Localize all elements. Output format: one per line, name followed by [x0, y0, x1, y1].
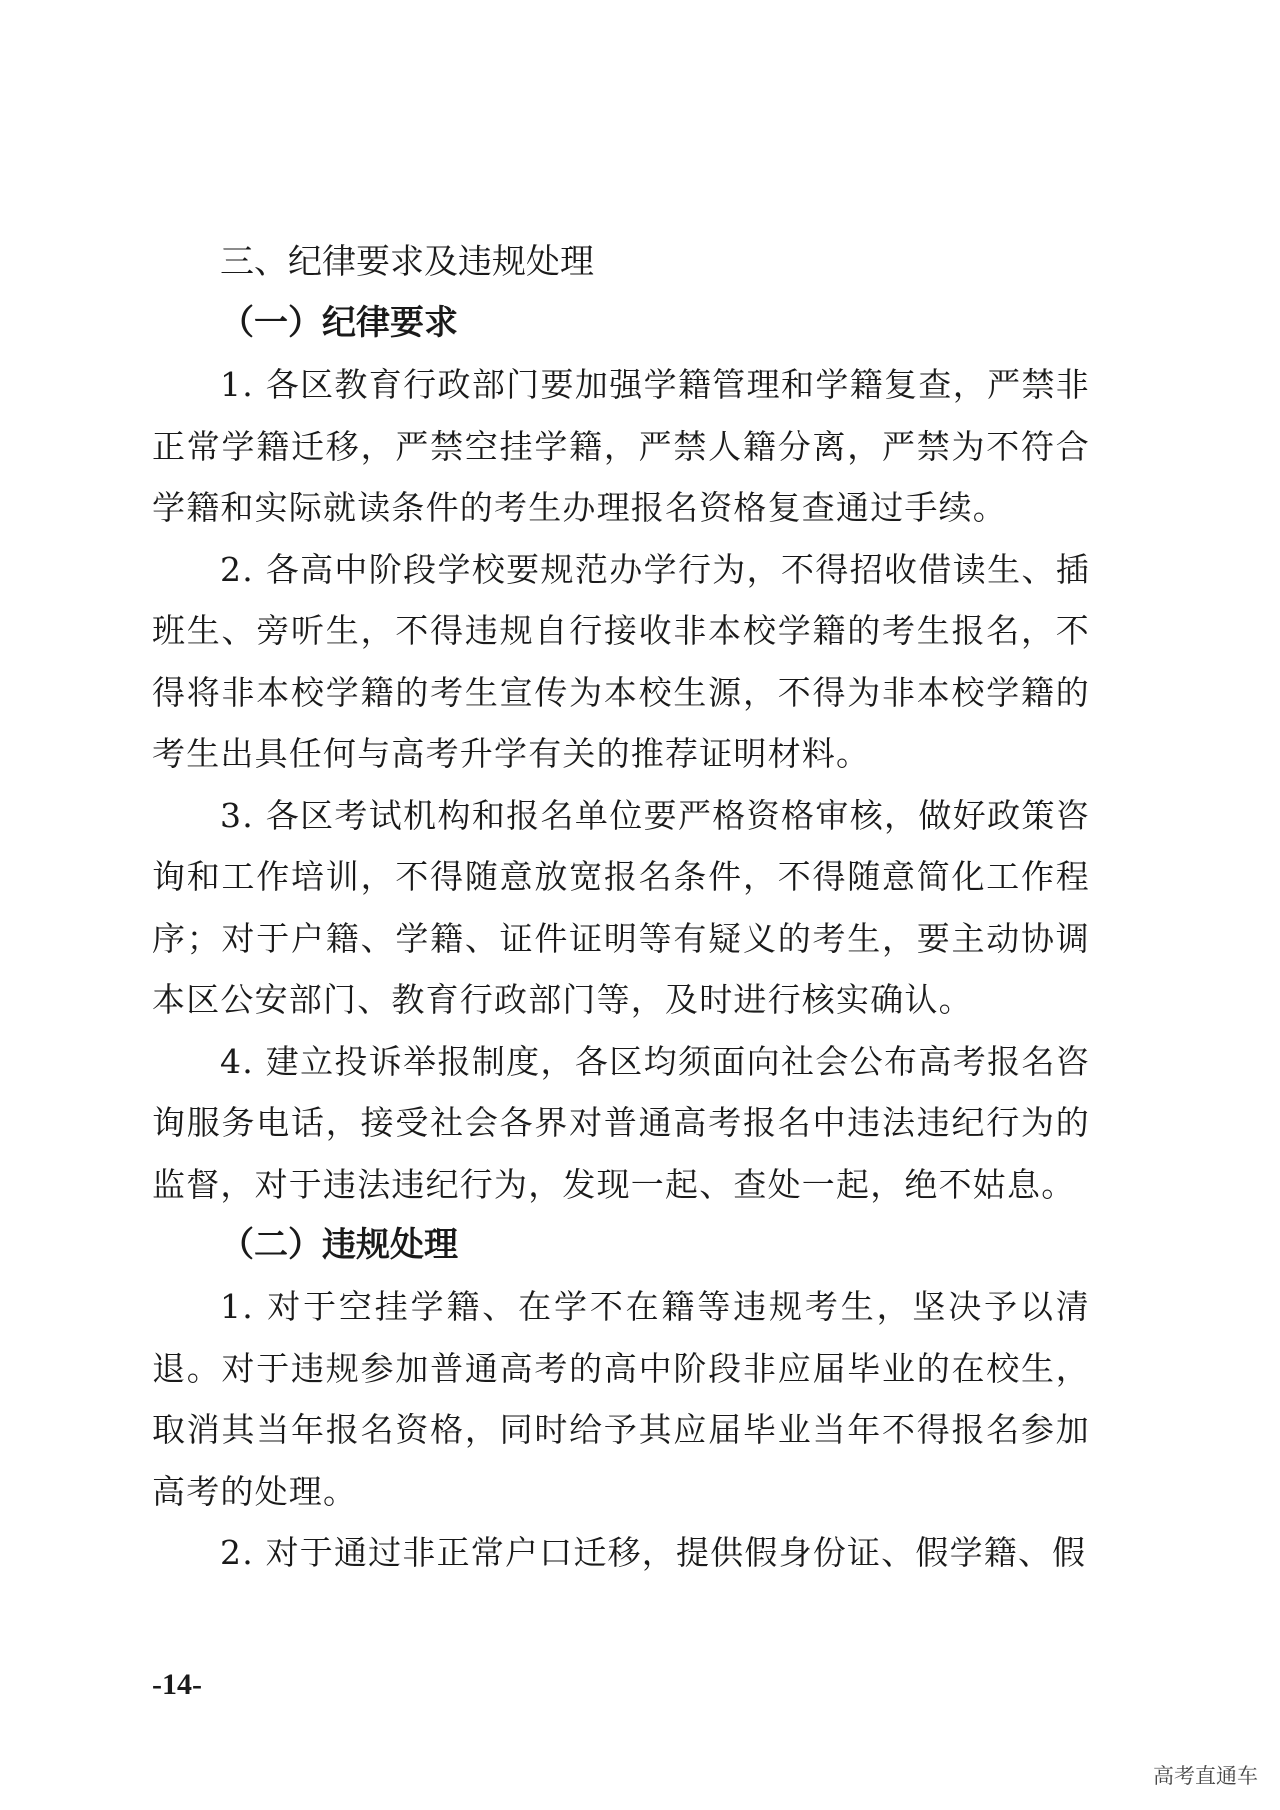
paragraph: 2. 各高中阶段学校要规范办学行为，不得招收借读生、插班生、旁听生，不得违规自行接收非本校学籍的考生报名，不得将非本校学籍的考生宣传为本校生源，不得为非本校学籍的考生出具任何与高考升学有关的推荐证明材料。 [152, 549, 1091, 773]
paragraph: 3. 各区考试机构和报名单位要严格资格审核，做好政策咨询和工作培训，不得随意放宽报名条件，不得随意简化工作程序；对于户籍、学籍、证件证明等有疑义的考生，要主动协调本区公安部门、教育行政部门等，及时进行核实确认。 [152, 795, 1091, 1019]
paragraph: 1. 对于空挂学籍、在学不在籍等违规考生，坚决予以清退。对于违规参加普通高考的高中阶段非应届毕业的在校生，取消其当年报名资格，同时给予其应届毕业当年不得报名参加高考的处理。 [152, 1287, 1090, 1511]
paragraph: 2. 对于通过非正常户口迁移，提供假身份证、假学籍、假 [220, 1533, 1087, 1572]
watermark: 高考直通车 [1153, 1764, 1258, 1788]
paragraph: 4. 建立投诉举报制度，各区均须面向社会公布高考报名咨询服务电话，接受社会各界对普通高考报名中违法违纪行为的监督，对于违法违纪行为，发现一起、查处一起，绝不姑息。 [152, 1041, 1091, 1204]
subsection-heading-discipline: （一）纪律要求 [220, 303, 458, 343]
paragraph: 1. 各区教育行政部门要加强学籍管理和学籍复查，严禁非正常学籍迁移，严禁空挂学籍，严禁人籍分离，严禁为不符合学籍和实际就读条件的考生办理报名资格复查通过手续。 [152, 365, 1091, 527]
subsection-heading-violation: （二）违规处理 [220, 1225, 458, 1265]
page-number: -14- [152, 1668, 202, 1701]
document-body [152, 232, 1090, 1584]
section-heading: 三、纪律要求及违规处理 [220, 242, 594, 282]
